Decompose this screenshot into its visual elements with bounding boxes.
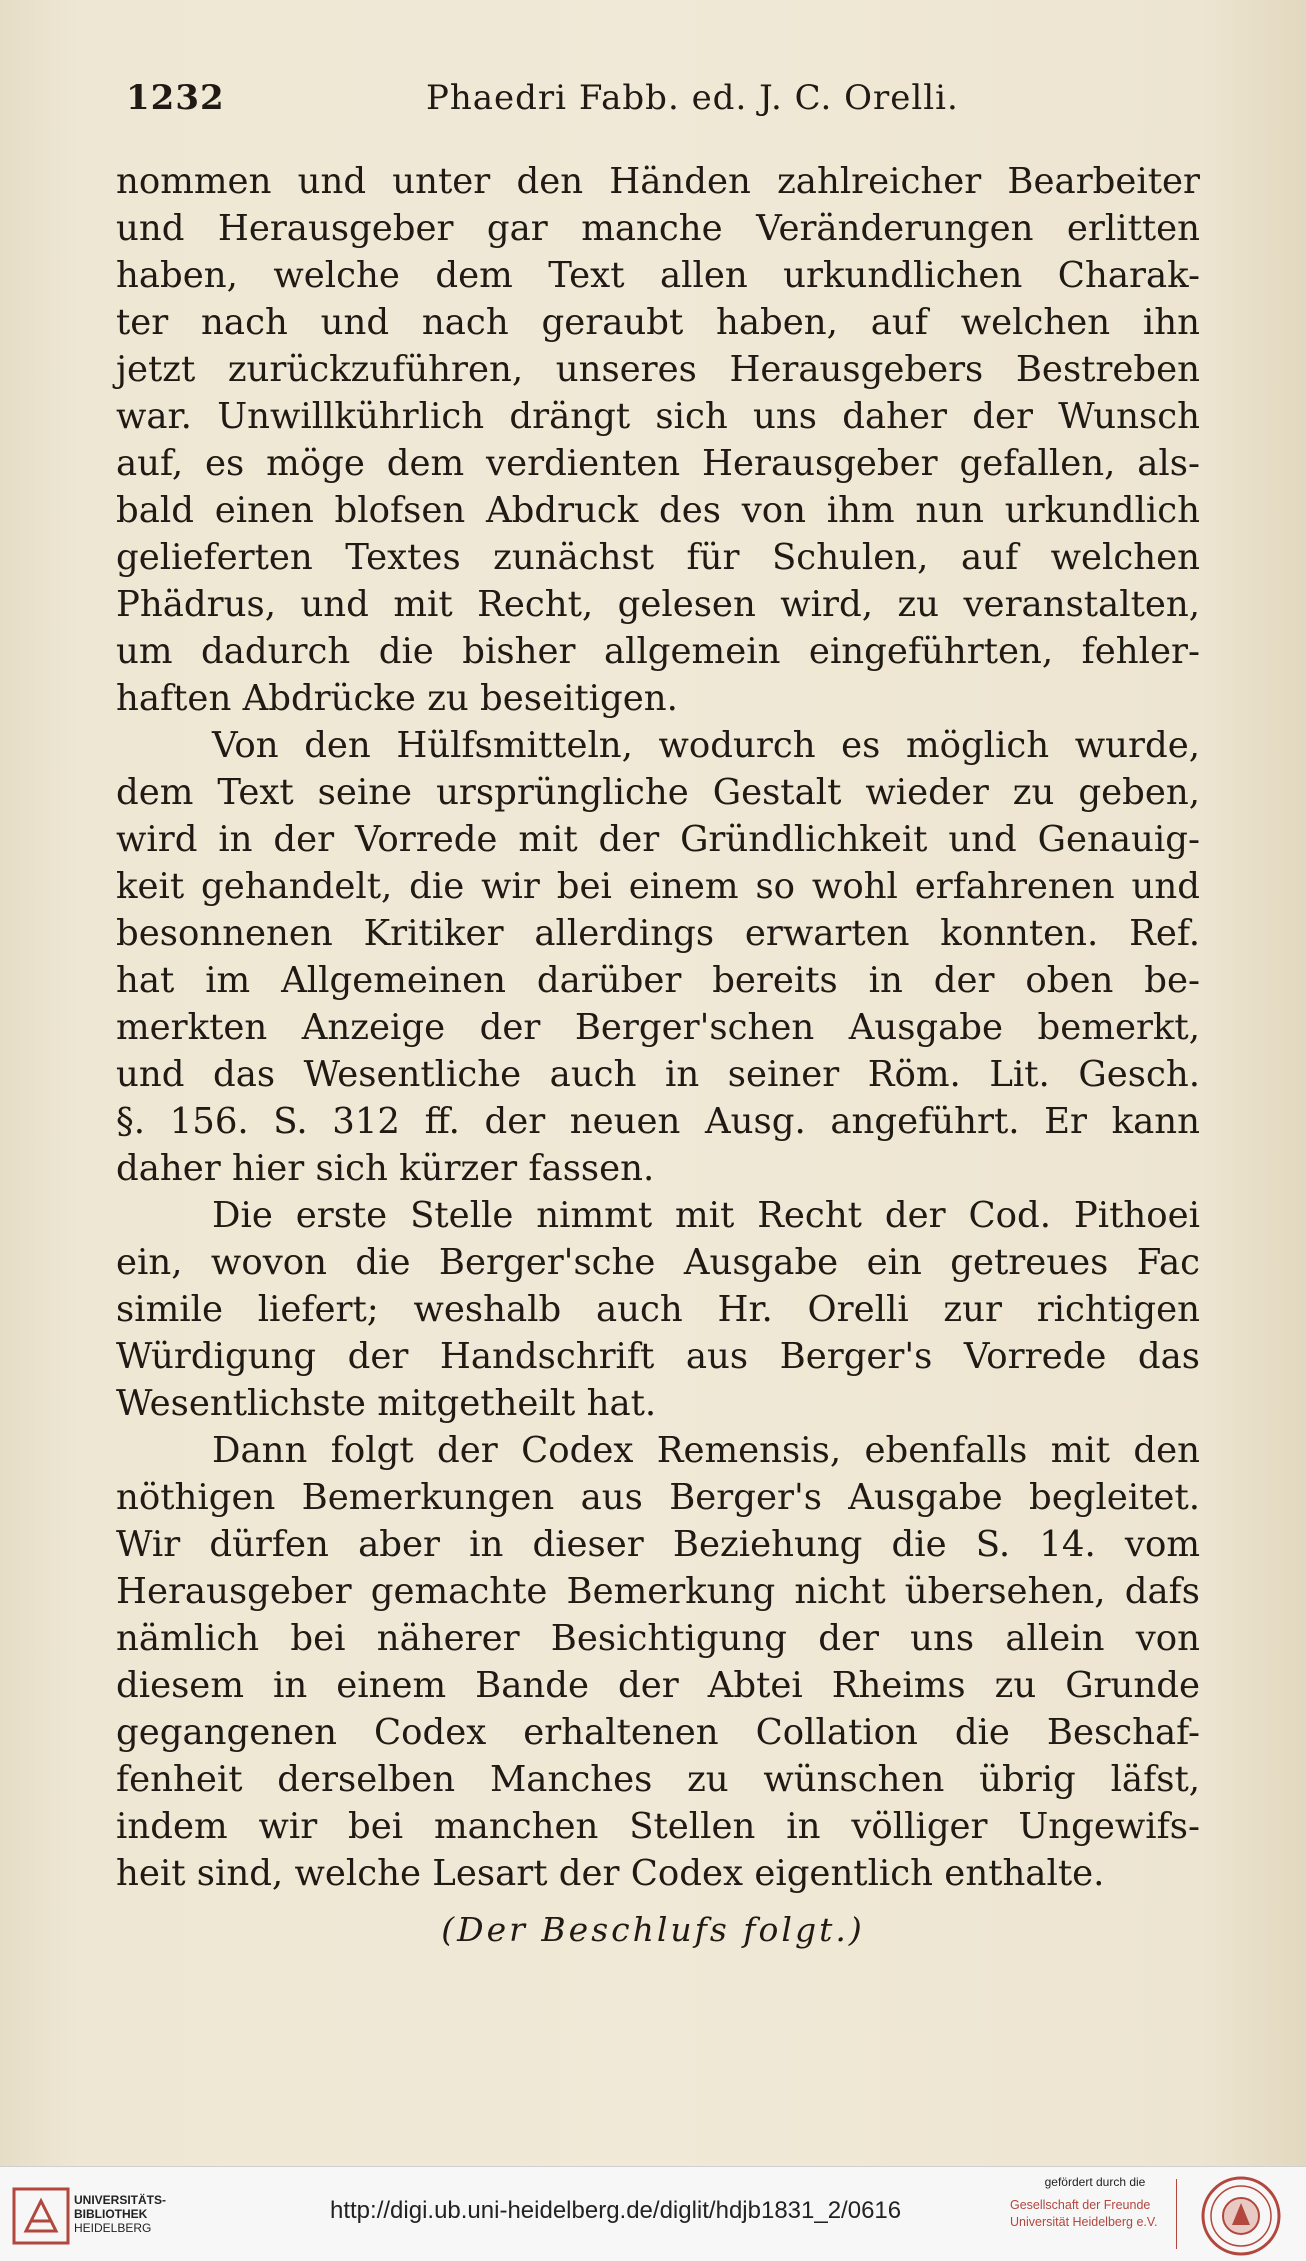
text-line: Die erste Stelle nimmt mit Recht der Cod. Pithoei [212,1195,1200,1236]
page-number: 1232 [126,78,225,118]
text-line: §. 156. S. 312 ff. der neuen Ausg. angeführt. Er kann [116,1101,1200,1142]
text-line: und Herausgeber gar manche Veränderungen erlitten [116,208,1200,249]
text-line: nommen und unter den Händen zahlreicher Bearbeiter [116,161,1200,202]
permalink-url[interactable]: http://digi.ub.uni-heidelberg.de/diglit/hdjb1831_2/0616 [330,2197,902,2224]
text-line: Dann folgt der Codex Remensis, ebenfalls mit den [212,1430,1200,1471]
text-line: dem Text seine ursprüngliche Gestalt wieder zu geben, [116,772,1200,813]
sponsor-org-line: Gesellschaft der Freunde [1010,2198,1151,2212]
text-line: war. Unwillkührlich drängt sich uns daher der Wunsch [116,396,1200,437]
text-line: Wir dürfen aber in dieser Beziehung die S. 14. vom [116,1524,1200,1565]
text-line: Würdigung der Handschrift aus Berger's Vorrede das [116,1336,1200,1377]
text-line: fenheit derselben Manches zu wünschen übrig läfst, [116,1759,1200,1800]
text-line: indem wir bei manchen Stellen in völliger Ungewifs- [116,1806,1200,1847]
library-logo-icon [12,2187,70,2245]
library-name-line: BIBLIOTHEK [74,2207,148,2221]
body-text [116,158,1200,1897]
running-title: Phaedri Fabb. ed. J. C. Orelli. [426,78,959,118]
text-line: daher hier sich kürzer fassen. [116,1148,655,1189]
text-line: haften Abdrücke zu beseitigen. [116,678,678,719]
text-line: Herausgeber gemachte Bemerkung nicht übersehen, dafs [116,1571,1200,1612]
sponsor-label: gefördert durch die [1044,2175,1146,2189]
text-line: nöthigen Bemerkungen aus Berger's Ausgabe begleitet. [116,1477,1200,1518]
sponsor-block [1010,2175,1180,2231]
university-seal-icon [1200,2175,1282,2257]
text-line: hat im Allgemeinen darüber bereits in der oben be- [116,960,1200,1001]
text-line: ter nach und nach geraubt haben, auf welchen ihn [116,302,1200,343]
text-line: heit sind, welche Lesart der Codex eigentlich enthalte. [116,1853,1105,1894]
text-line: keit gehandelt, die wir bei einem so wohl erfahrenen und [116,866,1200,907]
text-line: Von den Hülfsmitteln, wodurch es möglich wurde, [212,725,1200,766]
library-name-line: UNIVERSITÄTS- [74,2193,167,2207]
library-name [74,2193,166,2235]
text-line: nämlich bei näherer Besichtigung der uns allein von [116,1618,1200,1659]
text-line: ein, wovon die Berger'sche Ausgabe ein getreues Fac [116,1242,1200,1283]
sponsor-org-line: Universität Heidelberg e.V. [1010,2215,1158,2229]
text-line: jetzt zurückzuführen, unseres Herausgebers Bestreben [116,349,1200,390]
closing-note: (Der Beschlufs folgt.) [441,1910,865,1949]
text-line: simile liefert; weshalb auch Hr. Orelli zur richtigen [116,1289,1200,1330]
text-line: Phädrus, und mit Recht, gelesen wird, zu veranstalten, [116,584,1200,625]
text-line: haben, welche dem Text allen urkundlichen Charak- [116,255,1200,296]
text-line: bald einen blofsen Abdruck des von ihm nun urkundlich [116,490,1200,531]
text-line: besonnenen Kritiker allerdings erwarten konnten. Ref. [116,913,1200,954]
text-line: merkten Anzeige der Berger'schen Ausgabe bemerkt, [116,1007,1200,1048]
running-head [126,78,1206,130]
text-line: gegangenen Codex erhaltenen Collation die Beschaf- [116,1712,1200,1753]
sponsor-divider [1176,2179,1177,2249]
text-line: Wesentlichste mitgetheilt hat. [116,1383,657,1424]
text-line: und das Wesentliche auch in seiner Röm. Lit. Gesch. [116,1054,1200,1095]
text-line: auf, es möge dem verdienten Herausgeber gefallen, als- [116,443,1200,484]
text-line: gelieferten Textes zunächst für Schulen, auf welchen [116,537,1200,578]
library-name-line: HEIDELBERG [74,2221,152,2235]
text-line: um dadurch die bisher allgemein eingeführten, fehler- [116,631,1200,672]
text-line: wird in der Vorrede mit der Gründlichkeit und Genauig- [116,819,1200,860]
footer-bar [0,2166,1306,2261]
text-line: diesem in einem Bande der Abtei Rheims zu Grunde [116,1665,1200,1706]
